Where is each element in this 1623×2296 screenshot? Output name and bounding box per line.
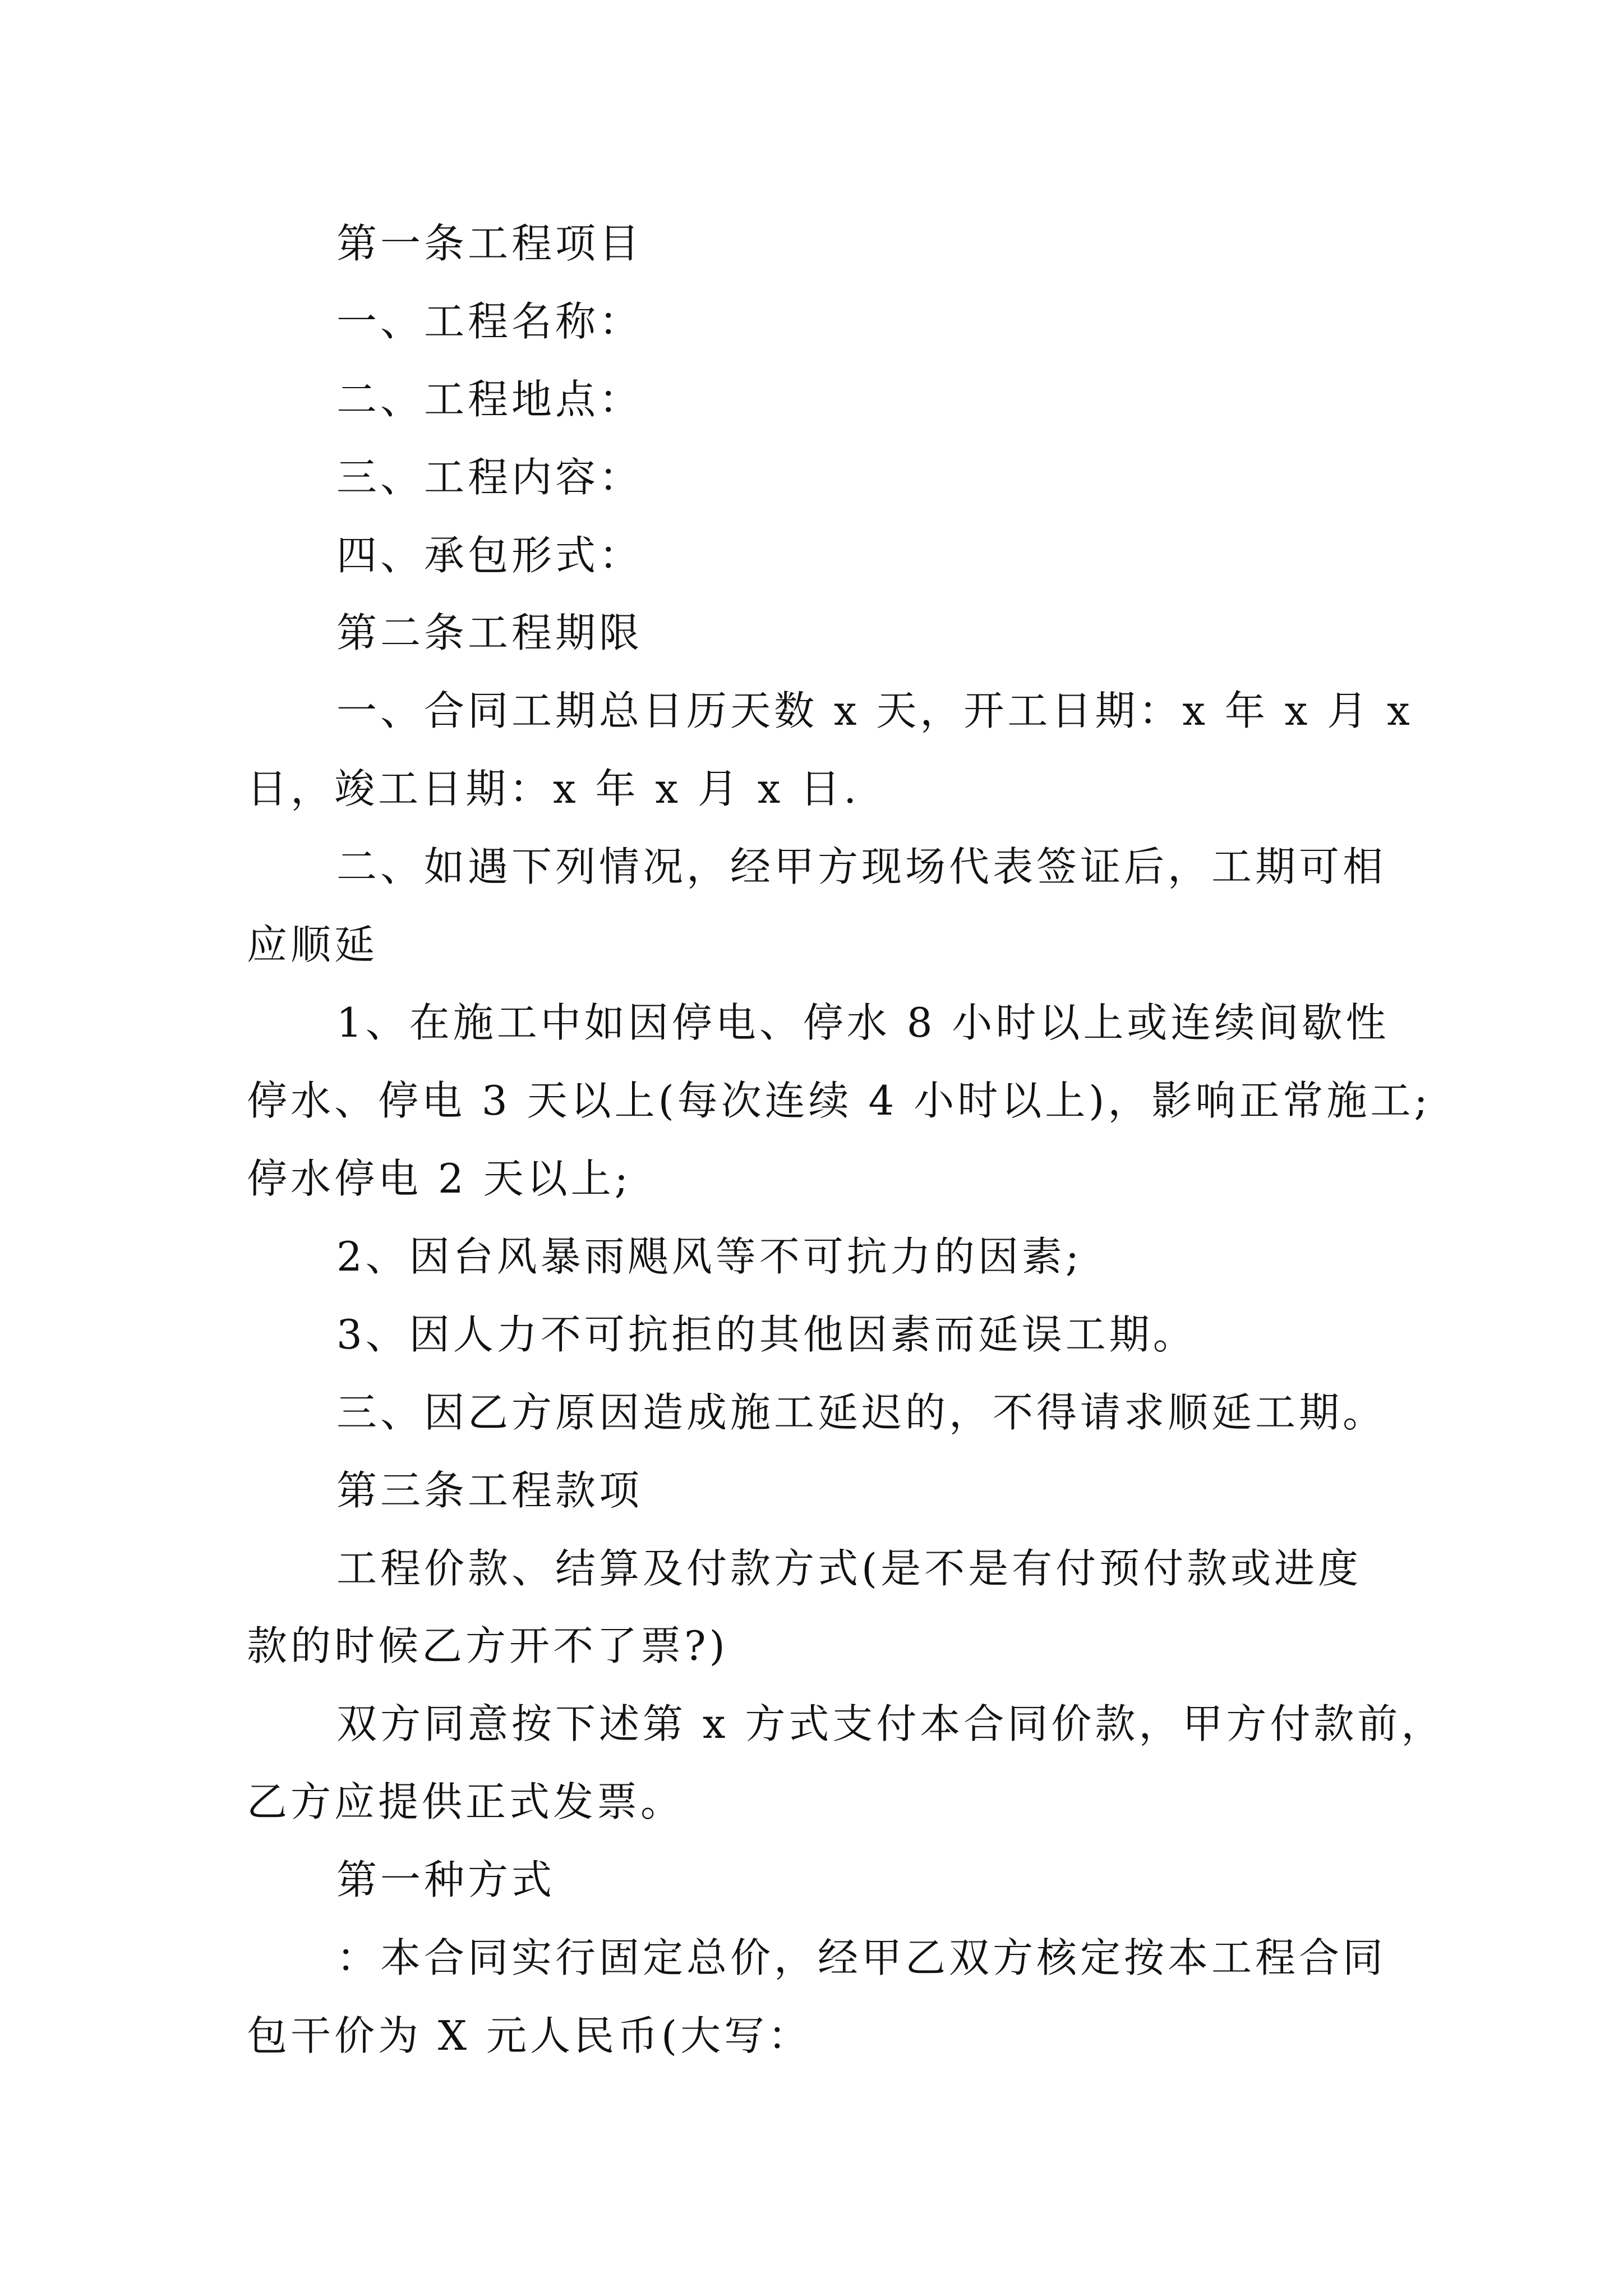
contract-form-field: 四、承包形式： (336, 532, 643, 579)
paragraph-line: 停水停电 2 天以上; (247, 1155, 631, 1202)
list-item: 3、因人力不可抗拒的其他因素而延误工期。 (336, 1311, 1197, 1358)
paragraph-line: 一、合同工期总日历天数 x 天，开工日期：x 年 x 月 x (336, 687, 1413, 734)
paragraph-line: 三、因乙方原因造成施工延迟的，不得请求顺延工期。 (336, 1389, 1387, 1436)
paragraph-line: 停水、停电 3 天以上(每次连续 4 小时以上)，影响正常施工; (247, 1077, 1431, 1124)
project-content-field: 三、工程内容： (336, 454, 643, 501)
paragraph-line: 乙方应提供正式发票。 (247, 1778, 685, 1825)
article-2-heading: 第二条工程期限 (336, 609, 643, 656)
list-item: 2、因台风暴雨飓风等不可抗力的因素; (336, 1233, 1083, 1280)
paragraph-line: 日，竣工日期：x 年 x 月 x 日. (247, 765, 860, 812)
article-3-heading: 第三条工程款项 (336, 1467, 643, 1514)
paragraph-line: 包干价为 X 元人民币(大写： (247, 2012, 812, 2059)
list-item: 1、在施工中如因停电、停水 8 小时以上或连续间歇性 (336, 999, 1390, 1046)
paragraph-line: 款的时候乙方开不了票?) (247, 1622, 728, 1669)
paragraph-line: 二、如遇下列情况，经甲方现场代表签证后，工期可相 (336, 843, 1387, 890)
payment-method-heading: 第一种方式 (336, 1856, 556, 1903)
article-1-heading: 第一条工程项目 (336, 220, 643, 267)
paragraph-line: ：本合同实行固定总价，经甲乙双方核定按本工程合同 (336, 1934, 1387, 1981)
project-location-field: 二、工程地点： (336, 376, 643, 423)
paragraph-line: 应顺延 (247, 921, 379, 968)
paragraph-line: 工程价款、结算及付款方式(是不是有付预付款或进度 (336, 1545, 1362, 1592)
paragraph-line: 双方同意按下述第 x 方式支付本合同价款，甲方付款前， (336, 1700, 1445, 1747)
project-name-field: 一、工程名称： (336, 298, 643, 345)
